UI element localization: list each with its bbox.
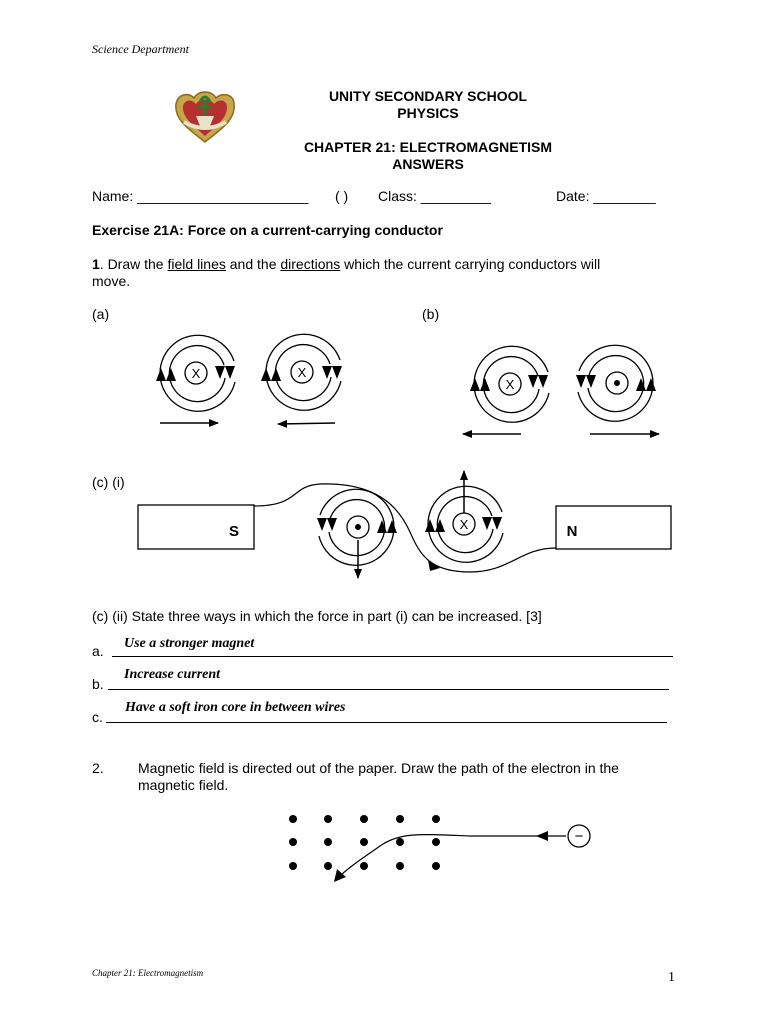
question-2-text: [138, 760, 698, 794]
page-number: 1: [668, 970, 675, 985]
q1-text-part: which the current carrying conductors will: [340, 256, 601, 272]
q1-text-part: and the: [225, 256, 281, 272]
answer-b-letter: b.: [92, 676, 104, 692]
answer-b-line: [108, 689, 669, 690]
document-type: ANSWERS: [392, 156, 464, 172]
cross-symbol: X: [459, 517, 469, 532]
question-1cii-prompt: (c) (ii) State three ways in which the force in part (i) can be increased. [3]: [92, 608, 542, 624]
cross-symbol: X: [297, 365, 307, 380]
directions-term: directions: [280, 256, 341, 272]
name-field: Name: ______________________: [92, 188, 309, 204]
electron-path-diagram: [0, 800, 768, 900]
answer-a-line: [112, 656, 673, 657]
field-out-dots: [289, 815, 440, 870]
cross-symbol: X: [191, 366, 201, 381]
question-1-number: 1: [92, 256, 100, 272]
answer-c-text: Have a soft iron core in between wires: [125, 700, 346, 715]
answer-c-letter: c.: [92, 709, 103, 725]
force-arrow-left: [278, 423, 335, 424]
electron-path-arrowhead: [334, 869, 346, 882]
exercise-title: Exercise 21A: Force on a current-carrying conductor: [92, 222, 443, 238]
field-lines-term: field lines: [167, 256, 226, 272]
cross-symbol: X: [505, 377, 515, 392]
answer-a-text: Use a stronger magnet: [124, 636, 255, 651]
field-line-arrowhead: [428, 560, 440, 571]
answer-a-letter: a.: [92, 643, 104, 659]
north-pole-label: N: [566, 523, 578, 540]
chapter-title: CHAPTER 21: ELECTROMAGNETISM: [303, 139, 553, 155]
field-line: [254, 484, 556, 572]
south-pole-label: S: [228, 523, 240, 540]
date-field: Date: ________: [556, 188, 656, 204]
index-field: ( ): [335, 188, 349, 204]
electron-curved-path: [340, 835, 470, 876]
part-a-label: (a): [92, 306, 110, 322]
subject-title: PHYSICS: [397, 105, 459, 121]
q2-text-line1: Magnetic field is directed out of the paper. Draw the path of the electron in the: [138, 760, 619, 776]
answer-c-line: [106, 722, 667, 723]
answer-b-text: Increase current: [124, 667, 221, 682]
q1-text-part: . Draw the: [99, 256, 168, 272]
part-b-label: (b): [422, 306, 440, 322]
footer-chapter: Chapter 21: Electromagnetism: [92, 968, 204, 978]
question-2-number: 2.: [92, 760, 104, 776]
electron-direction-arrowhead: [536, 831, 548, 841]
school-name: UNITY SECONDARY SCHOOL: [328, 88, 528, 104]
q2-text-line2: magnetic field.: [138, 777, 229, 793]
electron-sign: −: [574, 828, 584, 845]
class-field: Class: _________: [378, 188, 491, 204]
part-c-label: (c) (i): [92, 474, 125, 490]
q1-text-part: move.: [92, 273, 131, 289]
department-label: Science Department: [92, 42, 189, 56]
